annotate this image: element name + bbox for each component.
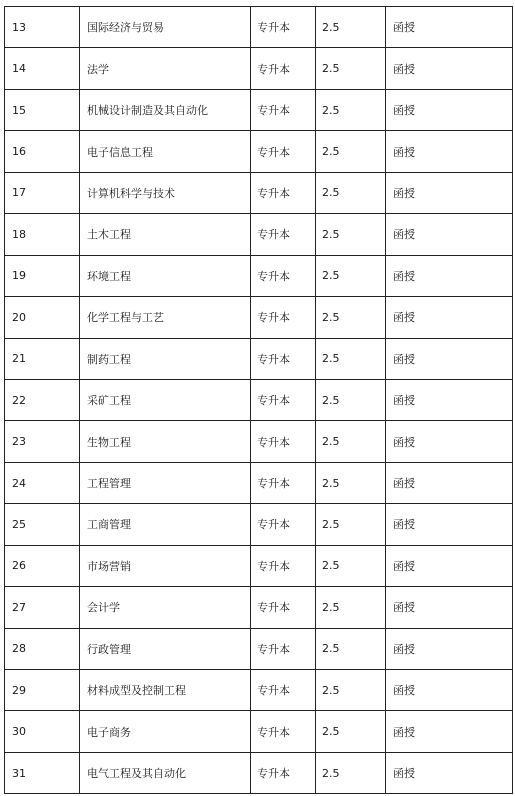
major-name: 环境工程 [80,255,251,296]
study-mode: 函授 [386,172,513,213]
row-number: 24 [5,462,80,503]
study-years: 2.5 [316,379,386,420]
row-number: 27 [5,587,80,628]
table-row [5,172,513,213]
study-years: 2.5 [316,338,386,379]
study-years: 2.5 [316,711,386,752]
row-number: 31 [5,752,80,793]
program-level: 专升本 [251,462,316,503]
major-name: 生物工程 [80,421,251,462]
study-mode: 函授 [386,462,513,503]
table-row [5,379,513,420]
program-level: 专升本 [251,545,316,586]
study-years: 2.5 [316,255,386,296]
program-level: 专升本 [251,255,316,296]
major-name: 计算机科学与技术 [80,172,251,213]
row-number: 25 [5,504,80,545]
table-row [5,462,513,503]
major-name: 市场营销 [80,545,251,586]
study-years: 2.5 [316,131,386,172]
row-number: 30 [5,711,80,752]
table-row [5,545,513,586]
study-years: 2.5 [316,89,386,130]
row-number: 23 [5,421,80,462]
table-row [5,48,513,89]
study-years: 2.5 [316,172,386,213]
major-name: 法学 [80,48,251,89]
major-name: 工商管理 [80,504,251,545]
major-name: 材料成型及控制工程 [80,670,251,711]
major-name: 会计学 [80,587,251,628]
table-row [5,7,513,48]
row-number: 18 [5,214,80,255]
major-name: 机械设计制造及其自动化 [80,89,251,130]
program-level: 专升本 [251,587,316,628]
study-years: 2.5 [316,628,386,669]
study-mode: 函授 [386,214,513,255]
major-name: 采矿工程 [80,379,251,420]
study-years: 2.5 [316,7,386,48]
study-mode: 函授 [386,711,513,752]
program-level: 专升本 [251,131,316,172]
major-name: 土木工程 [80,214,251,255]
row-number: 16 [5,131,80,172]
study-mode: 函授 [386,504,513,545]
table-row [5,670,513,711]
row-number: 15 [5,89,80,130]
table-row [5,421,513,462]
program-level: 专升本 [251,48,316,89]
table-row [5,255,513,296]
study-years: 2.5 [316,587,386,628]
program-level: 专升本 [251,297,316,338]
study-years: 2.5 [316,421,386,462]
study-mode: 函授 [386,131,513,172]
major-name: 工程管理 [80,462,251,503]
table-row [5,587,513,628]
study-years: 2.5 [316,48,386,89]
study-years: 2.5 [316,545,386,586]
program-level: 专升本 [251,711,316,752]
table-row [5,628,513,669]
program-level: 专升本 [251,172,316,213]
study-mode: 函授 [386,297,513,338]
table-row [5,752,513,793]
study-mode: 函授 [386,338,513,379]
table-row [5,338,513,379]
major-name: 电子商务 [80,711,251,752]
row-number: 28 [5,628,80,669]
programs-table [4,6,513,794]
study-mode: 函授 [386,379,513,420]
program-level: 专升本 [251,89,316,130]
study-mode: 函授 [386,628,513,669]
major-name: 国际经济与贸易 [80,7,251,48]
study-years: 2.5 [316,670,386,711]
row-number: 19 [5,255,80,296]
programs-table-body [5,7,513,794]
row-number: 14 [5,48,80,89]
study-mode: 函授 [386,255,513,296]
row-number: 20 [5,297,80,338]
row-number: 22 [5,379,80,420]
row-number: 17 [5,172,80,213]
table-row [5,89,513,130]
program-level: 专升本 [251,379,316,420]
program-level: 专升本 [251,338,316,379]
table-row [5,711,513,752]
study-mode: 函授 [386,48,513,89]
program-level: 专升本 [251,628,316,669]
row-number: 21 [5,338,80,379]
study-years: 2.5 [316,297,386,338]
study-years: 2.5 [316,504,386,545]
major-name: 电气工程及其自动化 [80,752,251,793]
study-mode: 函授 [386,545,513,586]
study-mode: 函授 [386,89,513,130]
table-row [5,131,513,172]
program-level: 专升本 [251,752,316,793]
table-row [5,504,513,545]
study-mode: 函授 [386,7,513,48]
row-number: 29 [5,670,80,711]
study-mode: 函授 [386,670,513,711]
table-row [5,297,513,338]
program-level: 专升本 [251,421,316,462]
study-years: 2.5 [316,214,386,255]
study-mode: 函授 [386,587,513,628]
program-level: 专升本 [251,214,316,255]
major-name: 行政管理 [80,628,251,669]
major-name: 电子信息工程 [80,131,251,172]
program-level: 专升本 [251,7,316,48]
study-mode: 函授 [386,752,513,793]
table-row [5,214,513,255]
program-level: 专升本 [251,504,316,545]
major-name: 化学工程与工艺 [80,297,251,338]
study-years: 2.5 [316,462,386,503]
study-years: 2.5 [316,752,386,793]
major-name: 制药工程 [80,338,251,379]
row-number: 13 [5,7,80,48]
row-number: 26 [5,545,80,586]
study-mode: 函授 [386,421,513,462]
program-level: 专升本 [251,670,316,711]
